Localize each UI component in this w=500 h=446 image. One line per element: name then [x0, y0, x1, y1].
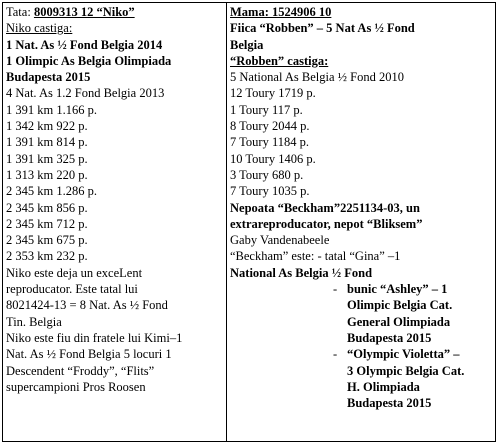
- coefficient-row: 1 342 km 922 p.: [6, 119, 88, 134]
- coefficient-row: 1 391 km 814 p.: [6, 135, 88, 150]
- nepoata-line-3: Gaby Vandenabeele: [230, 233, 330, 248]
- result-row: 7 Toury 1184 p.: [230, 135, 309, 150]
- father-desc-line: 8021424-13 = 8 Nat. As ½ Fond: [6, 298, 168, 313]
- coefficient-row: 2 345 km 856 p.: [6, 200, 88, 215]
- coefficient-row: 1 391 km 325 p.: [6, 151, 88, 166]
- father-desc-line: supercampioni Pros Roosen: [6, 379, 146, 394]
- bunic-entry: [230, 281, 494, 346]
- bunic-line: Budapesta 2015: [347, 330, 432, 345]
- column-divider: [226, 2, 227, 442]
- bunic-line: bunic “Ashley” – 1: [347, 282, 448, 297]
- robben-line-1: Fiica “Robben” – 5 Nat As ½ Fond: [230, 21, 415, 36]
- result-row: 12 Toury 1719 p.: [230, 86, 316, 101]
- father-desc-line: Niko este deja un exceLent: [6, 265, 143, 280]
- nepoata-line-1: Nepoata “Beckham”2251134-03, un: [230, 200, 420, 215]
- coefficient-row: 1 313 km 220 p.: [6, 167, 88, 182]
- father-coeff-intro: 4 Nat. As 1.2 Fond Belgia 2013: [6, 86, 165, 101]
- coefficient-row: 2 345 km 1.286 p.: [6, 184, 97, 199]
- robben-wins-label: “Robben” castiga:: [230, 53, 329, 68]
- violetta-line: 3 Olympic Belgia Cat.: [347, 363, 465, 378]
- result-row: 8 Toury 2044 p.: [230, 119, 310, 134]
- result-row: 1 Toury 117 p.: [230, 102, 303, 117]
- bunic-line: Olimpic Belgia Cat.: [347, 298, 453, 313]
- coefficient-row: 2 345 km 712 p.: [6, 216, 88, 231]
- father-column: [6, 4, 224, 395]
- father-desc-line: Descendent “Froddy”, “Flits”: [6, 363, 155, 378]
- robben-line-2: Belgia: [230, 37, 264, 52]
- father-heading: Tata: 8009313 12 “Niko”: [6, 5, 135, 19]
- beckham-line-2: National As Belgia ½ Fond: [230, 265, 373, 280]
- beckham-line-1: “Beckham” este: - tatal “Gina” –1: [230, 249, 401, 264]
- father-desc-line: Tin. Belgia: [6, 314, 62, 329]
- father-desc-line: Nat. As ½ Fond Belgia 5 locuri 1: [6, 347, 172, 362]
- coefficient-row: 2 345 km 675 p.: [6, 233, 88, 248]
- mother-heading: Mama: 1524906 10: [230, 5, 332, 19]
- father-desc-line: reproducator. Este tatal lui: [6, 282, 138, 297]
- violetta-entry: [230, 346, 494, 411]
- father-win-3: Budapesta 2015: [6, 70, 91, 85]
- mother-column: [230, 4, 494, 411]
- nepoata-line-2: extrareproducator, nepot “Bliksem”: [230, 216, 423, 231]
- father-wins-label: Niko castiga:: [6, 21, 73, 36]
- father-id: 8009313 12 “Niko”: [33, 5, 135, 19]
- result-row: 7 Toury 1035 p.: [230, 184, 310, 199]
- violetta-line: “Olympic Violetta” –: [347, 347, 460, 362]
- father-win-1: 1 Nat. As ½ Fond Belgia 2014: [6, 37, 163, 52]
- father-win-2: 1 Olimpic As Belgia Olimpiada: [6, 53, 172, 68]
- bullet-dash: -: [333, 282, 338, 297]
- violetta-line: Budapesta 2015: [347, 396, 432, 411]
- bullet-dash: -: [333, 347, 338, 362]
- result-row: 3 Toury 680 p.: [230, 167, 304, 182]
- bunic-line: General Olimpiada: [347, 314, 451, 329]
- father-desc-line: Niko este fiu din fratele lui Kimi–1: [6, 330, 183, 345]
- violetta-line: H. Olimpiada: [347, 379, 420, 394]
- coefficient-row: 1 391 km 1.166 p.: [6, 102, 97, 117]
- result-row: 10 Toury 1406 p.: [230, 151, 316, 166]
- result-row: 5 National As Belgia ½ Fond 2010: [230, 70, 404, 85]
- coefficient-row: 2 353 km 232 p.: [6, 249, 88, 264]
